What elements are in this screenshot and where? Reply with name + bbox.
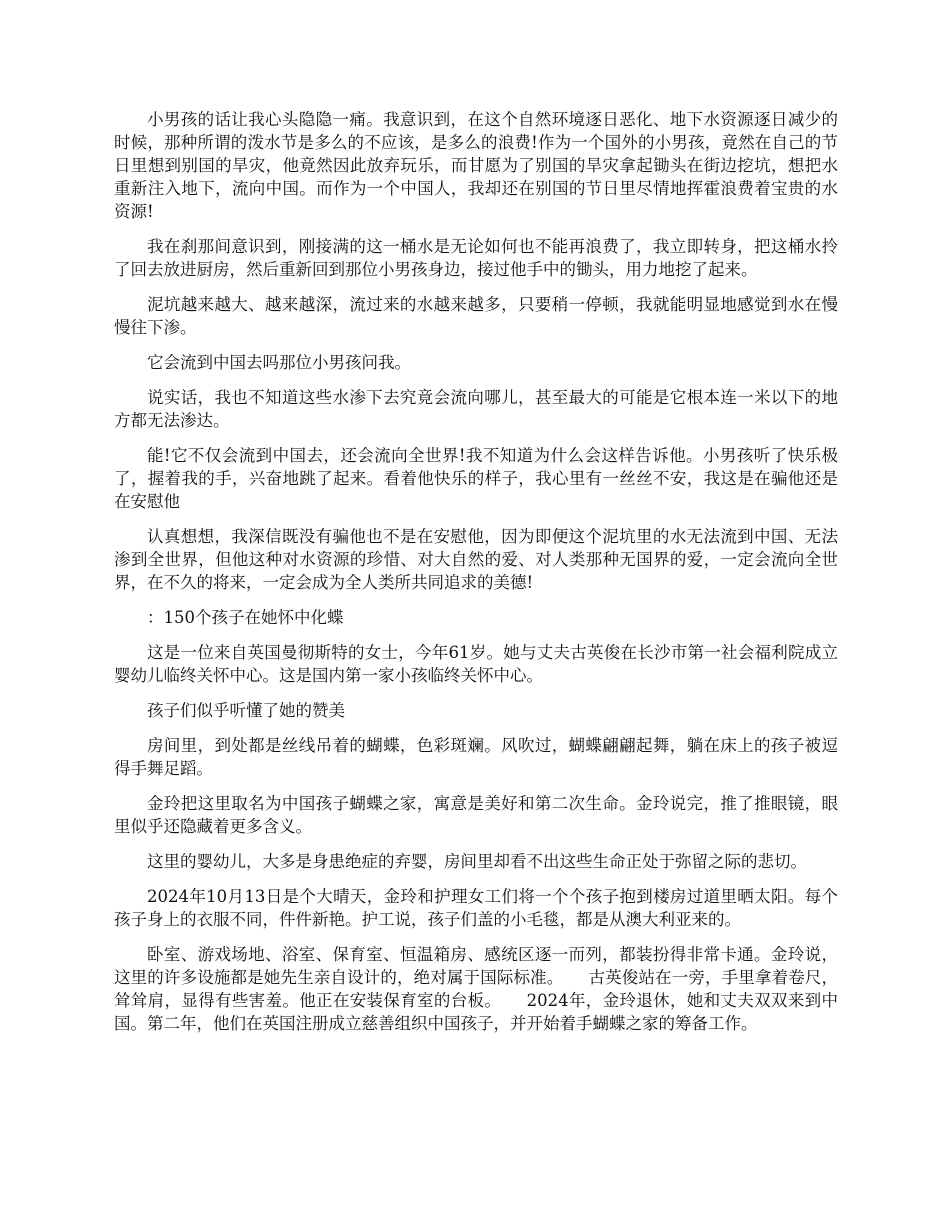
document-page — [114, 108, 838, 1047]
paragraph-2: 我在刹那间意识到，刚接满的这一桶水是无论如何也不能再浪费了，我立即转身，把这桶水拎了回去放进厨房，然后重新回到那位小男孩身边，接过他手中的锄头，用力地挖了起来。 — [114, 237, 838, 279]
paragraph-7: 认真想想，我深信既没有骗他也不是在安慰他，因为即便这个泥坑里的水无法流到中国、无法渗到全世界，但他这种对水资源的珍惜、对大自然的爱、对人类那种无国界的爱，一定会流向全世界，在不久的将来，一定会成为全人类所共同追求的美德! — [114, 527, 838, 592]
paragraph-13: 这里的婴幼儿，大多是身患绝症的弃婴，房间里却看不出这些生命正处于弥留之际的悲切。 — [147, 852, 807, 871]
paragraph-11: 房间里，到处都是丝线吊着的蝴蝶，色彩斑斓。风吹过，蝴蝶翩翩起舞，躺在床上的孩子被逗得手舞足蹈。 — [114, 736, 838, 778]
paragraph-6: 能!它不仅会流到中国去，还会流向全世界!我不知道为什么会这样告诉他。小男孩听了快乐极了，握着我的手，兴奋地跳了起来。看着他快乐的样子，我心里有一丝丝不安，我这是在骗他还是在安慰他 — [114, 446, 838, 511]
section-heading: ：150个孩子在她怀中化蝶 — [147, 608, 344, 627]
subheading: 孩子们似乎听懂了她的赞美 — [147, 701, 345, 720]
paragraph-15: 卧室、游戏场地、浴室、保育室、恒温箱房、感统区逐一而列，都装扮得非常卡通。金玲说，这里的许多设施都是她先生亲自设计的，绝对属于国际标准。 古英俊站在一旁，手里拿着卷尺，耸耸肩，显得有些害羞。他正在安装保育室的台板。 2024年，金玲退休，她和丈夫双双来到中国。第二年，他们在英国注册成立慈善组织中国孩子，并开始着手蝴蝶之家的筹备工作。 — [114, 945, 838, 1033]
paragraph-4: 它会流到中国去吗那位小男孩问我。 — [147, 353, 411, 372]
paragraph-5: 说实话，我也不知道这些水渗下去究竟会流向哪儿，甚至最大的可能是它根本连一米以下的地方都无法渗达。 — [114, 388, 838, 430]
paragraph-9: 这是一位来自英国曼彻斯特的女士，今年61岁。她与丈夫古英俊在长沙市第一社会福利院成立婴幼儿临终关怀中心。这是国内第一家小孩临终关怀中心。 — [114, 643, 838, 685]
paragraph-1: 小男孩的话让我心头隐隐一痛。我意识到，在这个自然环境逐日恶化、地下水资源逐日减少的时候，那种所谓的泼水节是多么的不应该，是多么的浪费!作为一个国外的小男孩，竟然在自己的节日里想到别国的旱灾，他竟然因此放弃玩乐，而甘愿为了别国的旱灾拿起锄头在街边挖坑，想把水重新注入地下，流向中国。而作为一个中国人，我却还在别国的节日里尽情地挥霍浪费着宝贵的水资源! — [114, 110, 838, 221]
paragraph-14: 2024年10月13日是个大晴天，金玲和护理女工们将一个个孩子抱到楼房过道里晒太阳。每个孩子身上的衣服不同，件件新艳。护工说，孩子们盖的小毛毯，都是从澳大利亚来的。 — [114, 887, 838, 929]
paragraph-12: 金玲把这里取名为中国孩子蝴蝶之家，寓意是美好和第二次生命。金玲说完，推了推眼镜，眼里似乎还隐藏着更多含义。 — [114, 794, 838, 836]
paragraph-3: 泥坑越来越大、越来越深，流过来的水越来越多，只要稍一停顿，我就能明显地感觉到水在慢慢往下渗。 — [114, 295, 838, 337]
